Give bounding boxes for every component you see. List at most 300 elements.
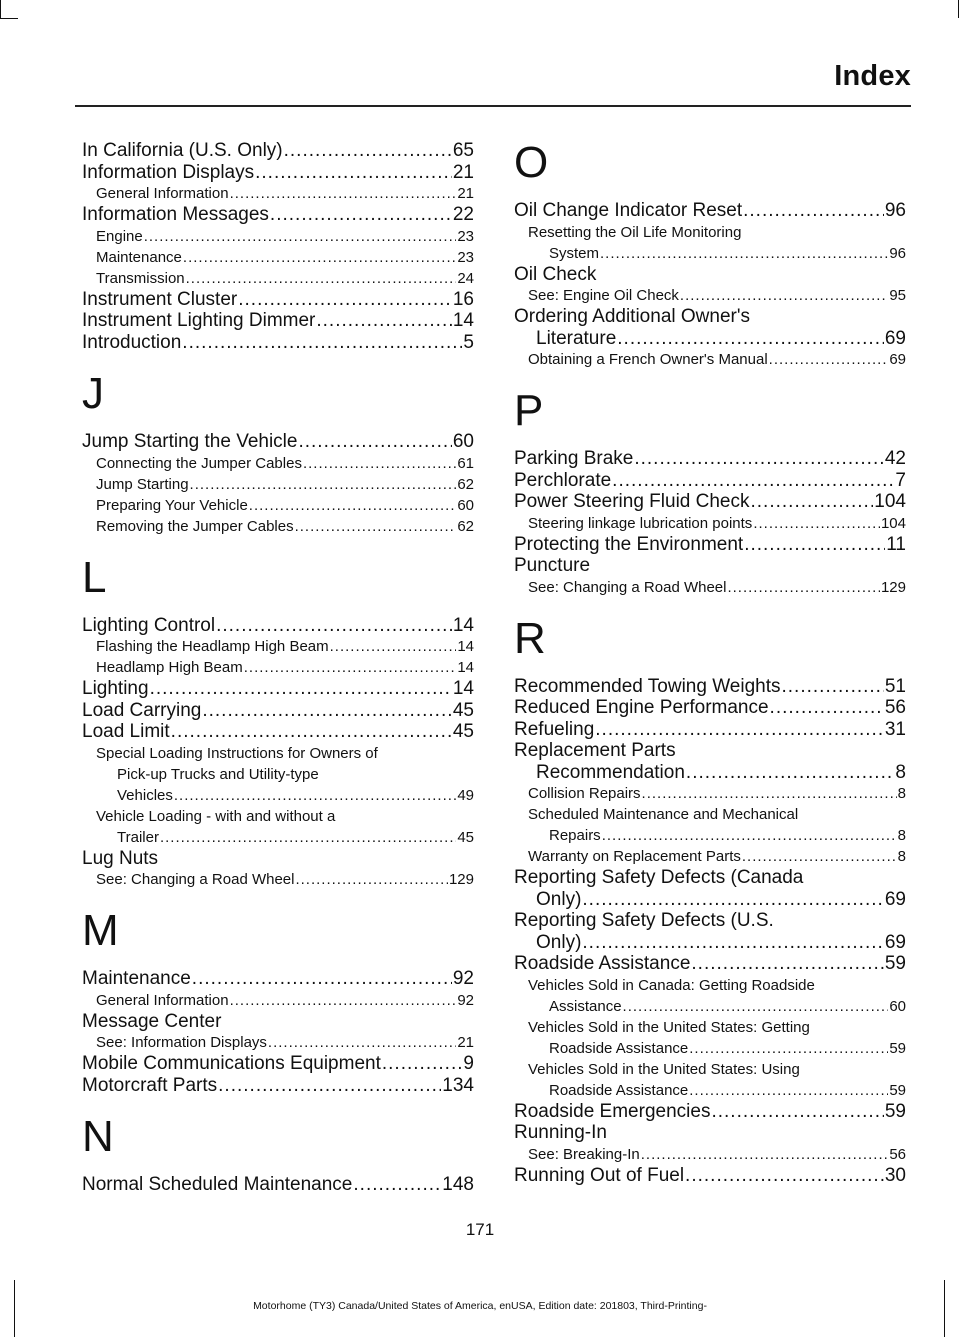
entry-row: [514, 676, 906, 698]
entry-heading: Puncture: [514, 555, 591, 576]
leader-dots: [680, 285, 888, 306]
entry-row: [528, 825, 906, 846]
footer-edition-info: Motorhome (TY3) Canada/United States of America, enUSA, Edition date: 201803, Third-Printing-: [253, 1300, 707, 1312]
entry-text: Repairs: [549, 827, 601, 844]
entry-text: Oil Change Indicator Reset: [514, 200, 743, 221]
entry-text: Engine: [96, 227, 143, 245]
index-entry: [514, 264, 906, 286]
leader-dots: [202, 700, 452, 722]
entry-page: 5: [463, 331, 474, 353]
entry-text-line: Special Loading Instructions for Owners of: [96, 744, 378, 762]
index-entry: [514, 697, 906, 719]
entry-row: [514, 328, 906, 350]
index-entry: [514, 867, 906, 910]
index-subentry: [82, 869, 474, 890]
entry-text: See: Information Displays: [96, 1034, 267, 1051]
index-subentry: [82, 516, 474, 537]
entry-text: Recommendation: [536, 761, 685, 783]
entry-page: 62: [457, 517, 474, 535]
leader-dots: [641, 1144, 889, 1165]
entry-text: See: Engine Oil Check: [528, 287, 679, 304]
leader-dots: [230, 990, 457, 1011]
leader-dots: [238, 289, 452, 311]
entry-text: General Information: [96, 185, 229, 202]
leader-dots: [642, 783, 897, 804]
entry-text: Literature: [536, 327, 617, 349]
entry-page: 16: [452, 288, 474, 310]
entry-page: 21: [457, 185, 474, 202]
entry-row: [96, 268, 474, 289]
index-entry: [82, 968, 474, 990]
index-entry: [82, 431, 474, 453]
entry-text-line: Ordering Additional Owner's: [514, 306, 750, 327]
entry-page: 148: [442, 1174, 474, 1195]
entry-page: 104: [874, 491, 906, 512]
entry-text-line: Replacement Parts: [514, 740, 676, 761]
index-subentry: [82, 1032, 474, 1053]
entry-row: [96, 226, 474, 247]
entry-text: Reduced Engine Performance: [514, 697, 769, 718]
entry-page: 24: [457, 269, 474, 287]
entry-row: [514, 932, 906, 954]
entry-text-line: Resetting the Oil Life Monitoring: [528, 223, 742, 241]
index-entry: [514, 719, 906, 741]
entry-text: Maintenance: [82, 968, 191, 989]
entry-row: [96, 453, 474, 474]
entry-text: Removing the Jumper Cables: [96, 517, 294, 535]
index-entry: [514, 676, 906, 698]
leader-dots: [582, 889, 883, 911]
entry-row: [96, 247, 474, 268]
entry-page: 8: [897, 848, 906, 865]
entry-page: 129: [880, 578, 906, 596]
index-entry: [82, 615, 474, 637]
leader-dots: [353, 1174, 441, 1196]
entry-page: 60: [889, 997, 906, 1015]
leader-dots: [192, 968, 452, 990]
leader-dots: [582, 932, 883, 954]
entry-text: System: [549, 244, 600, 262]
entry-text: Preparing Your Vehicle: [96, 496, 248, 514]
entry-page: 59: [884, 953, 906, 974]
index-column-left: [82, 140, 474, 1196]
index-entry: [82, 140, 474, 162]
leader-dots: [612, 470, 894, 492]
leader-dots: [160, 827, 456, 848]
leader-dots: [171, 721, 452, 743]
entry-page: 14: [452, 310, 474, 331]
leader-dots: [316, 310, 451, 332]
index-subentry: [514, 1144, 906, 1165]
index-subentry: [514, 804, 906, 846]
entry-text: Information Messages: [82, 204, 269, 225]
entry-row: [82, 968, 474, 990]
entry-page: 59: [884, 1100, 906, 1122]
entry-text: Load Carrying: [82, 699, 202, 721]
entry-row: [82, 310, 474, 332]
index-entry: [514, 491, 906, 513]
entry-row: [528, 996, 906, 1017]
entry-row: [82, 1075, 474, 1097]
entry-page: 61: [457, 454, 474, 472]
index-subentry: [514, 1059, 906, 1101]
entry-text: Normal Scheduled Maintenance: [82, 1174, 353, 1195]
entry-text: Introduction: [82, 331, 182, 353]
header-rule: [75, 105, 911, 107]
entry-text: See: Breaking-In: [528, 1145, 640, 1163]
entry-row: [514, 200, 906, 222]
entry-page: 7: [895, 469, 906, 491]
entry-row: [514, 697, 906, 719]
index-entry: [514, 555, 906, 577]
index-subentry: [514, 513, 906, 534]
index-subentry: [82, 226, 474, 247]
index-subentry: [82, 657, 474, 678]
index-entry: [514, 306, 906, 349]
leader-dots: [617, 328, 884, 350]
entry-page: 45: [452, 721, 474, 742]
entry-row: [82, 1053, 474, 1075]
entry-text-line: Vehicles Sold in Canada: Getting Roadside: [528, 976, 815, 994]
entry-text: Mobile Communications Equipment: [82, 1053, 381, 1074]
entry-text: Recommended Towing Weights: [514, 675, 781, 697]
leader-dots: [270, 204, 452, 226]
entry-page: 11: [886, 533, 906, 555]
entry-text: Instrument Cluster: [82, 288, 238, 310]
leader-dots: [743, 200, 884, 222]
leader-dots: [685, 1165, 884, 1187]
entry-heading: Message Center: [82, 1010, 222, 1032]
entry-text: Connecting the Jumper Cables: [96, 454, 302, 472]
entry-row: [514, 491, 906, 513]
entry-row: [82, 678, 474, 700]
entry-page: 95: [889, 287, 906, 304]
entry-row: [514, 448, 906, 470]
entry-page: 62: [457, 475, 474, 493]
entry-row: [96, 657, 474, 678]
entry-text-line: Reporting Safety Defects (U.S.: [514, 910, 774, 931]
entry-text: Roadside Assistance: [514, 953, 691, 974]
entry-row: [514, 719, 906, 741]
entry-text: Obtaining a French Owner's Manual: [528, 351, 768, 368]
leader-dots: [711, 1101, 883, 1123]
entry-heading: Oil Check: [514, 263, 597, 285]
entry-row: [82, 431, 474, 453]
entry-page: 51: [884, 675, 906, 697]
entry-row: [82, 1174, 474, 1196]
index-entry: [514, 1101, 906, 1123]
entry-row: [82, 721, 474, 743]
entry-page: 69: [884, 931, 906, 953]
crop-mark-top-right: [958, 0, 959, 18]
entry-text: Refueling: [514, 718, 595, 740]
entry-row: [528, 577, 906, 598]
entry-row: [82, 700, 474, 722]
entry-page: 21: [457, 1034, 474, 1051]
entry-text: Transmission: [96, 269, 185, 287]
leader-dots: [769, 349, 889, 370]
entry-page: 45: [452, 699, 474, 721]
leader-dots: [770, 697, 884, 719]
entry-row: [96, 516, 474, 537]
entry-row: [528, 285, 906, 306]
index-entry: [514, 1165, 906, 1187]
index-entry: [82, 1053, 474, 1075]
index-subentry: [82, 453, 474, 474]
index-entry: [82, 1075, 474, 1097]
entry-page: 8: [897, 785, 906, 802]
leader-dots: [751, 491, 874, 513]
index-subentry: [82, 474, 474, 495]
index-entry: [514, 910, 906, 953]
leader-dots: [244, 657, 457, 678]
entry-row: [82, 615, 474, 637]
leader-dots: [330, 636, 457, 657]
index-subentry: [82, 743, 474, 806]
entry-row: [82, 332, 474, 354]
index-entry: [82, 1174, 474, 1196]
index-column-right: [514, 140, 906, 1186]
entry-page: 31: [884, 718, 906, 740]
leader-dots: [686, 762, 895, 784]
index-entry: [82, 678, 474, 700]
index-entry: [82, 848, 474, 870]
entry-text: Jump Starting the Vehicle: [82, 431, 298, 452]
entry-text: Collision Repairs: [528, 785, 641, 802]
index-entry: [514, 740, 906, 783]
leader-dots: [742, 846, 897, 867]
leader-dots: [249, 495, 457, 516]
leader-dots: [295, 869, 448, 890]
entry-text: Roadside Emergencies: [514, 1100, 711, 1122]
index-entry: [82, 332, 474, 354]
entry-row: [514, 953, 906, 975]
entry-row: [528, 513, 906, 534]
entry-text-line: Vehicle Loading - with and without a: [96, 807, 336, 825]
leader-dots: [634, 448, 884, 470]
index-entry: [82, 204, 474, 226]
entry-text: Maintenance: [96, 248, 182, 266]
entry-row: [514, 1165, 906, 1187]
section-letter: R: [514, 613, 546, 663]
index-subentry: [82, 495, 474, 516]
entry-page: 59: [889, 1081, 906, 1099]
entry-row: [528, 243, 906, 264]
entry-text: Steering linkage lubrication points: [528, 514, 753, 532]
entry-row: [82, 140, 474, 162]
index-entry: [82, 1011, 474, 1033]
entry-heading: Running-In: [514, 1122, 607, 1143]
section-letter: P: [514, 386, 544, 435]
index-subentry: [514, 846, 906, 867]
index-entry: [514, 953, 906, 975]
entry-row: [82, 289, 474, 311]
entry-row: [528, 846, 906, 867]
leader-dots: [782, 676, 884, 698]
index-subentry: [514, 349, 906, 370]
index-subentry: [82, 636, 474, 657]
page-title: Index: [834, 60, 911, 92]
index-subentry: [82, 806, 474, 848]
leader-dots: [183, 247, 456, 268]
entry-text: General Information: [96, 991, 229, 1009]
entry-page: 104: [880, 514, 906, 532]
leader-dots: [150, 678, 452, 700]
entry-page: 96: [889, 244, 906, 262]
leader-dots: [623, 996, 889, 1017]
entry-page: 59: [889, 1039, 906, 1057]
entry-page: 30: [884, 1164, 906, 1186]
index-entry: [82, 162, 474, 184]
leader-dots: [600, 243, 888, 264]
entry-page: 69: [889, 351, 906, 368]
index-subentry: [82, 268, 474, 289]
entry-page: 9: [463, 1053, 474, 1074]
leader-dots: [303, 453, 456, 474]
section-letter: N: [82, 1112, 114, 1161]
leader-dots: [753, 513, 880, 534]
leader-dots: [174, 785, 456, 806]
entry-text-line: Scheduled Maintenance and Mechanical: [528, 806, 799, 823]
entry-text: Only): [536, 888, 582, 910]
leader-dots: [218, 1075, 441, 1097]
entry-text: Jump Starting: [96, 475, 189, 493]
entry-row: [96, 827, 474, 848]
leader-dots: [298, 431, 451, 453]
entry-text: Information Displays: [82, 161, 255, 183]
leader-dots: [186, 268, 457, 289]
entry-row: [82, 204, 474, 226]
entry-row: [96, 869, 474, 890]
entry-row: [514, 1101, 906, 1123]
entry-row: [96, 474, 474, 495]
page-number: 171: [465, 1220, 495, 1239]
index-entry: [514, 1122, 906, 1144]
entry-text: Motorcraft Parts: [82, 1074, 218, 1096]
entry-page: 60: [452, 431, 474, 452]
entry-row: [528, 1144, 906, 1165]
entry-page: 92: [452, 968, 474, 989]
index-subentry: [514, 783, 906, 804]
leader-dots: [602, 825, 897, 846]
crop-mark-top-left: [0, 18, 18, 19]
entry-text: Roadside Assistance: [549, 1081, 689, 1099]
entry-page: 14: [452, 614, 474, 636]
entry-text: Lighting Control: [82, 614, 216, 636]
entry-text: Warranty on Replacement Parts: [528, 848, 741, 865]
leader-dots: [190, 474, 457, 495]
entry-text: Lighting: [82, 678, 149, 699]
entry-page: 8: [895, 761, 906, 783]
entry-page: 23: [457, 227, 474, 245]
leader-dots: [216, 615, 452, 637]
entry-text: Vehicles: [117, 786, 173, 804]
index-entry: [82, 721, 474, 743]
leader-dots: [295, 516, 457, 537]
leader-dots: [144, 226, 457, 247]
entry-row: [82, 162, 474, 184]
leader-dots: [284, 140, 452, 162]
entry-text: Roadside Assistance: [549, 1039, 689, 1057]
entry-page: 69: [884, 327, 906, 349]
entry-text: Only): [536, 931, 582, 953]
entry-row: [528, 1080, 906, 1101]
section-letter: J: [82, 369, 104, 418]
entry-row: [514, 534, 906, 556]
entry-page: 96: [884, 200, 906, 221]
entry-page: 134: [442, 1074, 474, 1096]
entry-text: Assistance: [549, 997, 622, 1015]
entry-row: [96, 495, 474, 516]
entry-row: [514, 762, 906, 784]
index-subentry: [82, 990, 474, 1011]
entry-text: Parking Brake: [514, 448, 634, 469]
entry-page: 56: [889, 1145, 906, 1163]
leader-dots: [230, 183, 457, 204]
entry-text: Trailer: [117, 828, 159, 846]
entry-text-line: Pick-up Trucks and Utility-type: [117, 765, 319, 783]
leader-dots: [727, 577, 880, 598]
entry-page: 92: [457, 991, 474, 1009]
entry-text: In California (U.S. Only): [82, 140, 283, 161]
entry-heading: Lug Nuts: [82, 847, 159, 869]
index-subentry: [514, 577, 906, 598]
entry-text-line: Reporting Safety Defects (Canada: [514, 867, 804, 888]
entry-text: Load Limit: [82, 721, 170, 742]
entry-row: [514, 470, 906, 492]
leader-dots: [689, 1080, 888, 1101]
entry-row: [528, 349, 906, 370]
index-entry: [514, 470, 906, 492]
index-entry: [514, 200, 906, 222]
entry-text: Power Steering Fluid Check: [514, 491, 750, 512]
entry-text: Flashing the Headlamp High Beam: [96, 638, 329, 655]
leader-dots: [691, 953, 883, 975]
index-subentry: [82, 247, 474, 268]
index-subentry: [514, 1017, 906, 1059]
entry-row: [528, 1038, 906, 1059]
index-entry: [82, 310, 474, 332]
leader-dots: [595, 719, 884, 741]
leader-dots: [268, 1032, 456, 1053]
leader-dots: [744, 534, 885, 556]
index-subentry: [82, 183, 474, 204]
entry-page: 8: [897, 827, 906, 844]
entry-page: 22: [452, 204, 474, 225]
entry-page: 129: [448, 871, 474, 888]
leader-dots: [182, 332, 462, 354]
entry-page: 60: [457, 496, 474, 514]
index-subentry: [514, 975, 906, 1017]
entry-text: Running Out of Fuel: [514, 1164, 685, 1186]
entry-text: Instrument Lighting Dimmer: [82, 310, 316, 331]
entry-page: 45: [457, 828, 474, 846]
section-letter: M: [82, 906, 119, 955]
entry-row: [96, 183, 474, 204]
entry-row: [96, 636, 474, 657]
entry-row: [528, 783, 906, 804]
index-entry: [82, 700, 474, 722]
entry-row: [96, 1032, 474, 1053]
index-subentry: [514, 285, 906, 306]
entry-row: [96, 785, 474, 806]
index-entry: [514, 448, 906, 470]
entry-page: 14: [452, 678, 474, 699]
index-subentry: [514, 222, 906, 264]
entry-text-line: Vehicles Sold in the United States: Getting: [528, 1018, 810, 1036]
entry-page: 49: [457, 786, 474, 804]
section-letter: L: [82, 552, 107, 602]
